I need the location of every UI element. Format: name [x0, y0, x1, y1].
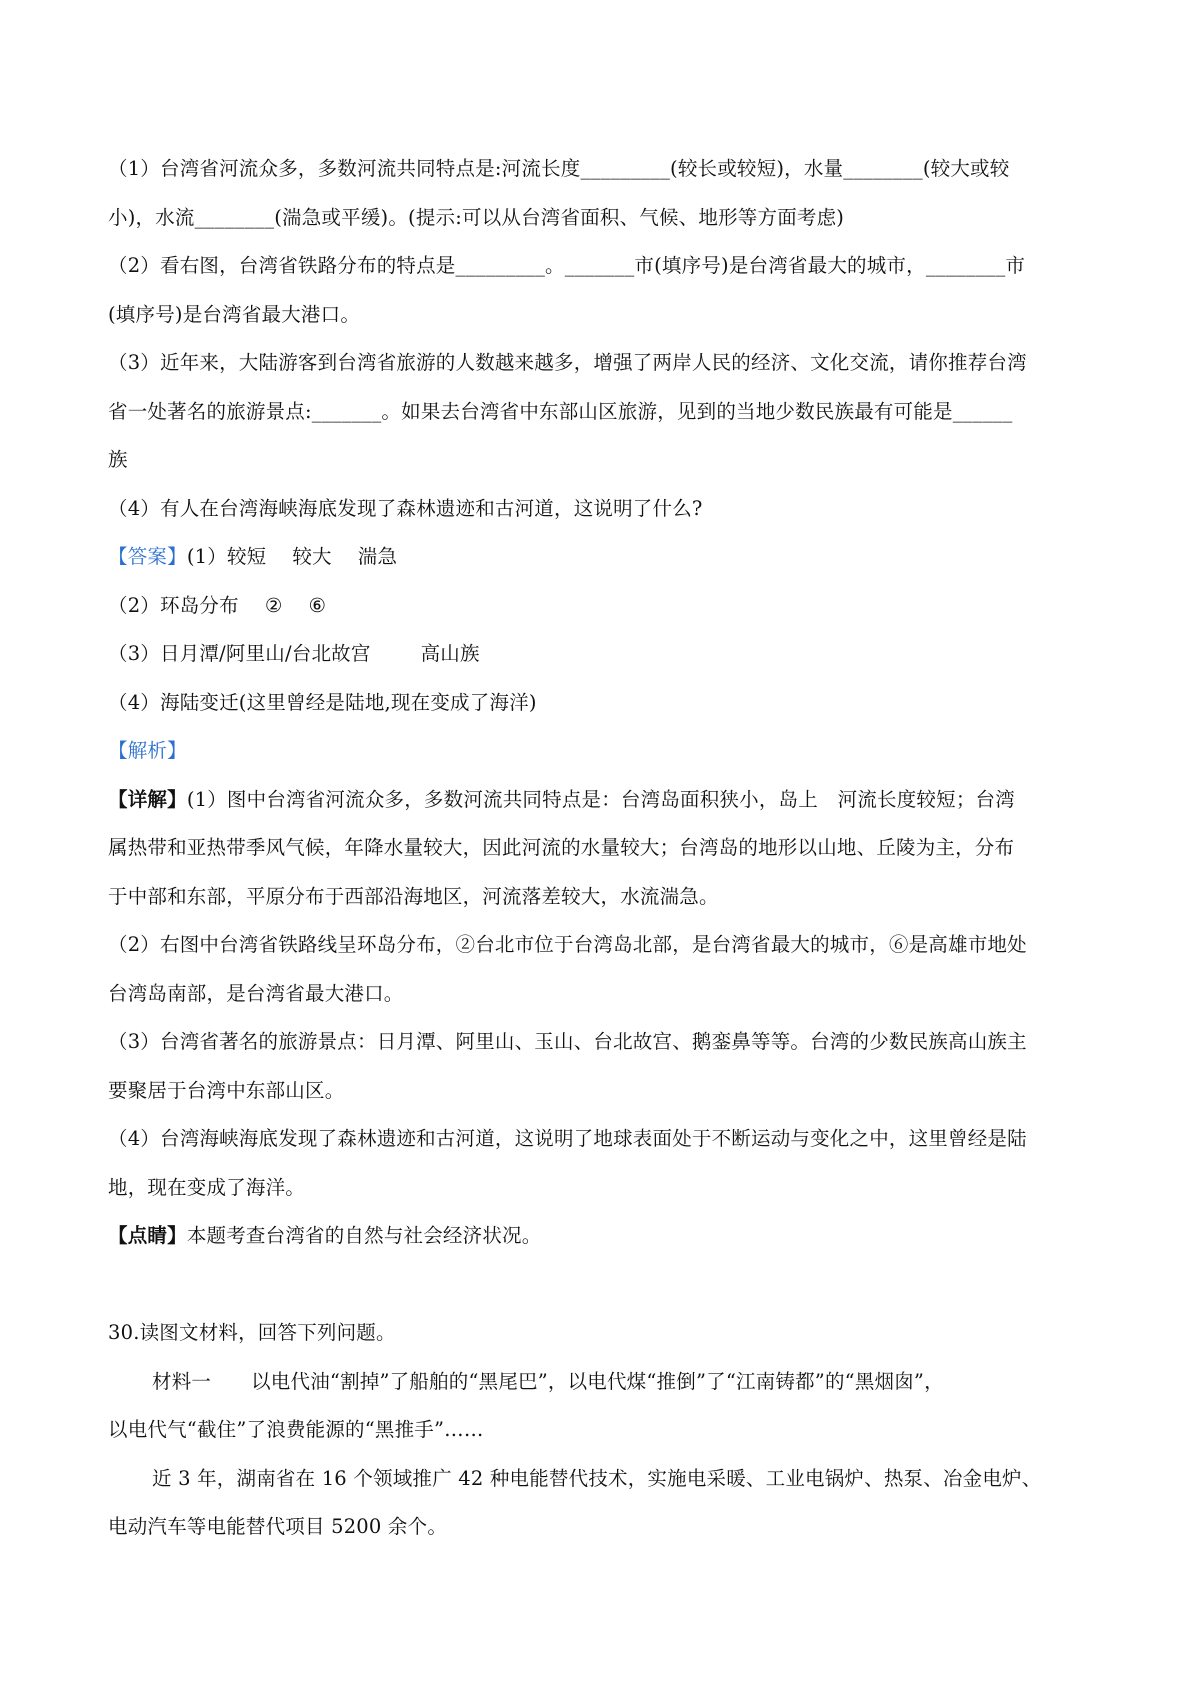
q30-material1-line1 — [152, 1367, 1098, 1397]
q30-material1-line2: 以电代气“截住”了浪费能源的“黑推手”…… — [108, 1418, 484, 1441]
detail1-line3: 于中部和东部，平原分布于西部沿海地区，河流落差较大，水流湍急。 — [108, 885, 719, 908]
q29-part3-line1: （3）近年来，大陆游客到台湾省旅游的人数越来越多，增强了两岸人民的经济、文化交流，请你推荐台湾 — [108, 351, 1027, 374]
q29-part1-line1: （1）台湾省河流众多，多数河流共同特点是:河流长度_________(较长或较短)，水量________(较大或较 — [108, 157, 1010, 180]
answer2-value1: 环岛分布 — [160, 594, 239, 617]
answer3-number: （3） — [108, 642, 161, 665]
q29-part3-line3: 族 — [108, 448, 128, 471]
material1-label: 材料一 — [152, 1370, 212, 1393]
analysis-heading — [108, 736, 1098, 766]
answer-line3 — [108, 639, 1098, 669]
q30-material2-line1: 近 3 年，湖南省在 16 个领域推广 42 种电能替代技术，实施电采暖、工业电锅炉、热泵、冶金电炉、 — [152, 1467, 1042, 1490]
q29-part1-line2: 小)，水流________(湍急或平缓)。(提示:可以从台湾省面积、气候、地形等方面考虑) — [108, 206, 845, 229]
detail-line1 — [108, 785, 1098, 815]
detail3-line1: （3）台湾省著名的旅游景点：日月潭、阿里山、玉山、台北故宫、鹅銮鼻等等。台湾的少数民族高山族主 — [108, 1030, 1027, 1053]
q29-part2-line2: (填序号)是台湾省最大港口。 — [108, 303, 361, 326]
answer-line2 — [108, 591, 1098, 621]
point-tag: 【点睛】 — [108, 1224, 187, 1247]
analysis-tag: 【解析】 — [108, 739, 187, 762]
detail-tag: 【详解】 — [108, 788, 187, 811]
detail2-line2: 台湾岛南部，是台湾省最大港口。 — [108, 982, 404, 1005]
detail1-text1: (1）图中台湾省河流众多，多数河流共同特点是：台湾岛面积狭小，岛上 河流长度较短；台湾 — [186, 788, 1015, 811]
answer2-value2: ② — [264, 594, 283, 617]
q30-material2-line2: 电动汽车等电能替代项目 5200 余个。 — [108, 1515, 448, 1538]
detail2-line1: （2）右图中台湾省铁路线呈环岛分布，②台北市位于台湾岛北部，是台湾省最大的城市，⑥是高雄市地处 — [108, 933, 1027, 956]
answer-line4: （4）海陆变迁(这里曾经是陆地,现在变成了海洋) — [108, 691, 537, 714]
detail4-line2: 地，现在变成了海洋。 — [108, 1176, 306, 1199]
answer1-value3: 湍急 — [357, 545, 398, 568]
detail4-line1: （4）台湾海峡海底发现了森林遗迹和古河道，这说明了地球表面处于不断运动与变化之中，这里曾经是陆 — [108, 1127, 1027, 1150]
point-line — [108, 1221, 1098, 1251]
answer3-value1: 日月潭/阿里山/台北故宫 — [160, 642, 371, 665]
detail1-line2: 属热带和亚热带季风气候，年降水量较大，因此河流的水量较大；台湾岛的地形以山地、丘陵为主，分布 — [108, 836, 1015, 859]
answer1-value2: 较大 — [292, 545, 332, 568]
answer-tag: 【答案】 — [108, 545, 187, 568]
q29-part3-line2: 省一处著名的旅游景点:_______。如果去台湾省中东部山区旅游，见到的当地少数民族最有可能是______ — [108, 400, 1013, 423]
detail3-line2: 要聚居于台湾中东部山区。 — [108, 1079, 345, 1102]
answer1-value1: 较短 — [226, 545, 267, 568]
material1-text1: 以电代油“割掉”了船舶的“黑尾巴”，以电代煤“推倒”了“江南铸都”的“黑烟囱”， — [251, 1370, 944, 1393]
point-text: 本题考查台湾省的自然与社会经济状况。 — [186, 1224, 542, 1247]
answer1-number: (1） — [186, 545, 227, 568]
answer2-number: （2） — [108, 594, 161, 617]
q29-part4-line1: （4）有人在台湾海峡海底发现了森林遗迹和古河道，这说明了什么? — [108, 497, 703, 520]
answer-line1 — [108, 542, 1098, 572]
answer3-value2: 高山族 — [420, 642, 480, 665]
q29-part2-line1: （2）看右图，台湾省铁路分布的特点是_________。_______市(填序号)是台湾省最大的城市，________市 — [108, 254, 1026, 277]
answer2-value3: ⑥ — [308, 594, 327, 617]
q30-title: 30.读图文材料，回答下列问题。 — [108, 1321, 396, 1344]
